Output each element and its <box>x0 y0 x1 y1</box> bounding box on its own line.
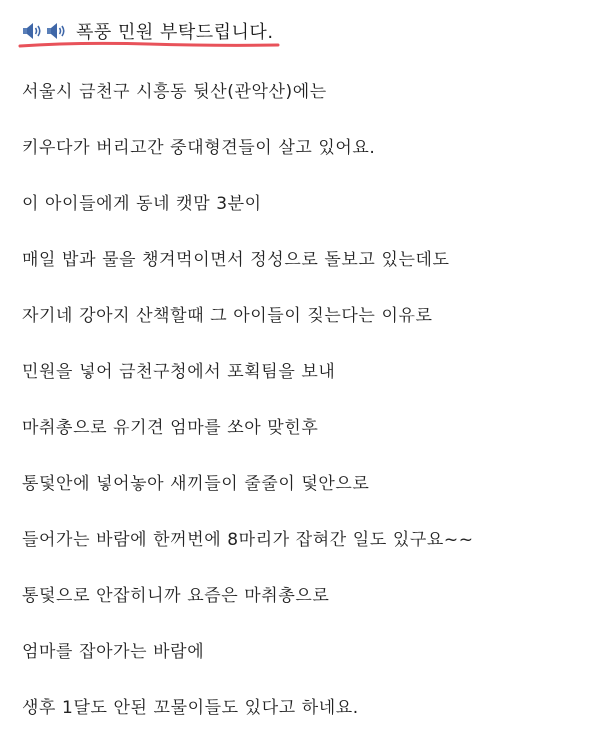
speaker-volume-icon <box>46 21 68 41</box>
text-line: 생후 1달도 안된 꼬물이들도 있다고 하네요. <box>22 698 359 718</box>
text-line: 통덫으로 안잡히니까 요즘은 마취총으로 <box>22 586 330 606</box>
text-line: 들어가는 바람에 한꺼번에 8마리가 잡혀간 일도 있구요~~ <box>22 530 474 550</box>
post-title: 폭풍 민원 부탁드립니다. <box>76 22 274 43</box>
text-line: 통덫안에 넣어놓아 새끼들이 줄줄이 덫안으로 <box>22 474 370 494</box>
text-line: 이 아이들에게 동네 캣맘 3분이 <box>22 194 262 214</box>
text-line: 엄마를 잡아가는 바람에 <box>22 642 205 662</box>
text-line: 자기네 강아지 산책할때 그 아이들이 짖는다는 이유로 <box>22 306 433 326</box>
text-line: 매일 밥과 물을 챙겨먹이면서 정성으로 돌보고 있는데도 <box>22 250 450 270</box>
text-line: 키우다가 버리고간 중대형견들이 살고 있어요. <box>22 138 376 158</box>
speaker-volume-icon <box>22 21 44 41</box>
text-line: 마취총으로 유기견 엄마를 쏘아 맞힌후 <box>22 418 319 438</box>
text-line: 민원을 넣어 금천구청에서 포획팀을 보내 <box>22 362 336 382</box>
red-underline-stroke <box>18 40 280 50</box>
text-line: 서울시 금천구 시흥동 뒷산(관악산)에는 <box>22 82 327 102</box>
